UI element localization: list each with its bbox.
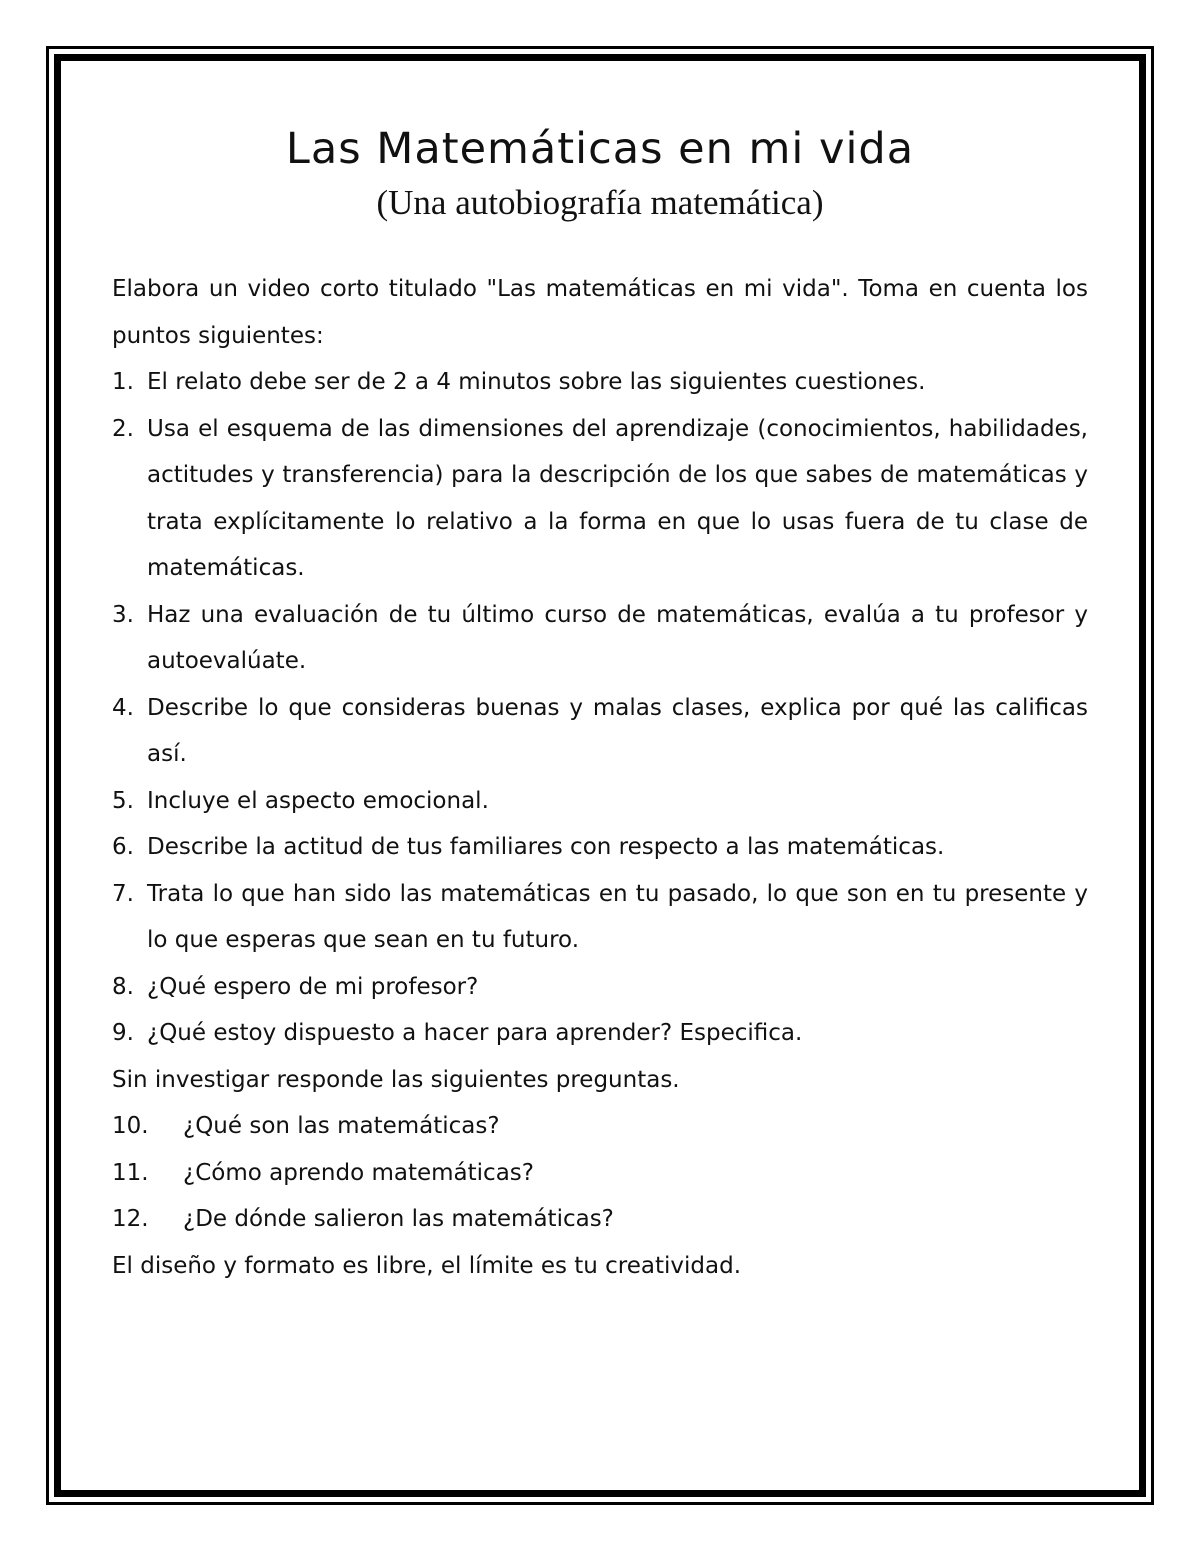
list-item-number: 1. <box>112 369 134 395</box>
list-item-number: 5. <box>112 787 134 814</box>
question-number: 10. <box>112 1113 149 1139</box>
document-body <box>112 266 1088 1289</box>
document-title: Las Matemáticas en mi vida <box>285 124 915 174</box>
list-item-number: 6. <box>112 834 134 860</box>
list-item-text: Describe la actitud de tus familiares con respecto a las matemáticas. <box>147 834 945 860</box>
list-item <box>112 685 1088 778</box>
question-item <box>112 1103 1088 1150</box>
list-item <box>112 406 1088 592</box>
question-text: ¿Qué son las matemáticas? <box>183 1113 500 1139</box>
questions-list <box>112 1103 1088 1243</box>
instructions-list <box>112 359 1088 1057</box>
list-item-text: Describe lo que consideras buenas y malas clases, explica por qué las calificas así. <box>147 694 1088 767</box>
list-item-number: 2. <box>112 415 134 442</box>
question-item <box>112 1150 1088 1197</box>
question-text: ¿De dónde salieron las matemáticas? <box>183 1206 614 1232</box>
list-item <box>112 1010 1088 1057</box>
list-item-text: El relato debe ser de 2 a 4 minutos sobre las siguientes cuestiones. <box>147 369 926 395</box>
list-item <box>112 592 1088 685</box>
document-content <box>112 118 1088 1289</box>
list-item-number: 3. <box>112 601 134 628</box>
list-item-text: ¿Qué estoy dispuesto a hacer para aprender? Especifica. <box>147 1020 803 1046</box>
question-item <box>112 1196 1088 1243</box>
list-item <box>112 824 1088 871</box>
intro-paragraph: Elabora un video corto titulado "Las matemáticas en mi vida". Toma en cuenta los puntos siguientes: <box>112 276 1088 349</box>
middle-note: Sin investigar responde las siguientes preguntas. <box>112 1066 680 1093</box>
question-number: 12. <box>112 1206 149 1232</box>
list-item-number: 4. <box>112 694 134 721</box>
list-item-number: 9. <box>112 1020 134 1046</box>
list-item <box>112 964 1088 1011</box>
list-item-text: Usa el esquema de las dimensiones del aprendizaje (conocimientos, habilidades, actitudes y transferencia) para la descripción de los que sabes de matemáticas y trata explícitamente lo relativo a la forma en que lo usas fuera de tu clase de matemáticas. <box>147 415 1088 581</box>
list-item <box>112 359 1088 406</box>
list-item-text: ¿Qué espero de mi profesor? <box>147 973 479 1000</box>
list-item-number: 8. <box>112 973 134 1000</box>
question-text: ¿Cómo aprendo matemáticas? <box>183 1159 534 1186</box>
document-subtitle: (Una autobiografía matemática) <box>376 183 824 222</box>
list-item-text: Incluye el aspecto emocional. <box>147 787 489 814</box>
list-item <box>112 778 1088 825</box>
closing-line: El diseño y formato es libre, el límite es tu creatividad. <box>112 1252 742 1279</box>
list-item <box>112 871 1088 964</box>
question-number: 11. <box>112 1159 149 1186</box>
list-item-number: 7. <box>112 880 134 907</box>
list-item-text: Trata lo que han sido las matemáticas en tu pasado, lo que son en tu presente y lo que esperas que sean en tu futuro. <box>147 880 1088 953</box>
list-item-text: Haz una evaluación de tu último curso de matemáticas, evalúa a tu profesor y autoevalúate. <box>147 601 1088 674</box>
